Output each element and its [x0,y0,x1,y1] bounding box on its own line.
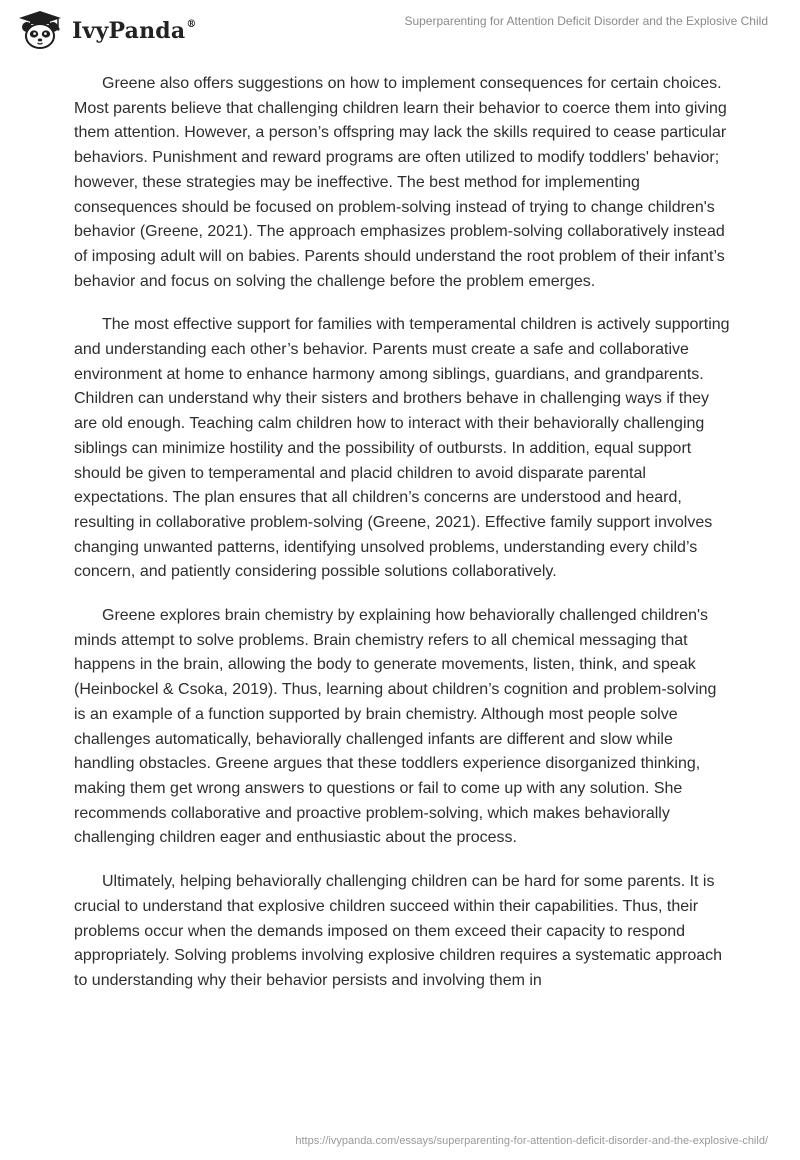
source-url[interactable]: https://ivypanda.com/essays/superparenting-for-attention-deficit-disorder-and-the-explosive-child/ [295,1135,768,1147]
panda-graduate-icon [14,10,66,50]
registered-mark: ® [186,18,197,30]
paragraph: Greene also offers suggestions on how to implement consequences for certain choices. Most parents believe that challenging children learn their behavior to coerce them into giving them attention. However, a person’s offspring may lack the skills required to cease particular behaviors. Punishment and reward programs are often utilized to modify toddlers' behavior; however, these strategies may be ineffective. The best method for implementing consequences should be focused on problem-solving instead of trying to change children's behavior (Greene, 2021). The approach emphasizes problem-solving collaboratively instead of imposing adult will on babies. Parents should understand the root problem of their infant’s behavior and focus on solving the challenge before the problem emerges. [74,75,727,290]
page-header [0,0,800,60]
ivypanda-logo[interactable] [14,10,197,50]
paragraph: Greene explores brain chemistry by explaining how behaviorally challenged children's minds attempt to solve problems. Brain chemistry refers to all chemical messaging that happens in the brain, allowing the body to generate movements, listen, think, and speak (Heinbockel & Csoka, 2019). Thus, learning about children’s cognition and problem-solving is an example of a function supported by brain chemistry. Although most people solve challenges automatically, behaviorally challenged infants are different and slow while handling obstacles. Greene argues that these toddlers experience disorganized thinking, making them get wrong answers to questions or fail to come up with any solution. She recommends collaborative and proactive problem-solving, which makes behaviorally challenging children eager and enthusiastic about the process. [74,607,717,847]
brand-name: IvyPanda® [72,18,197,44]
paragraph: The most effective support for families with temperamental children is actively supporting and understanding each other’s behavior. Parents must create a safe and collaborative environment at home to enhance harmony among siblings, guardians, and grandparents. Children can understand why their sisters and brothers behave in challenging ways if they are old enough. Teaching calm children how to interact with their behaviorally challenging siblings can minimize hostility and the possibility of outbursts. In addition, equal support should be given to temperamental and placid children to avoid disparate parental expectations. The plan ensures that all children’s concerns are understood and heard, resulting in collaborative problem-solving (Greene, 2021). Effective family support involves changing unwanted patterns, identifying unsolved problems, understanding every child’s concern, and patiently considering possible solutions collaboratively. [74,316,730,581]
paragraph: Ultimately, helping behaviorally challenging children can be hard for some parents. It is crucial to understand that explosive children succeed within their capabilities. Thus, their problems occur when the demands imposed on them exceed their capacity to respond appropriately. Solving problems involving explosive children requires a systematic approach to understanding why their behavior persists and involving them in [74,873,723,989]
document-title: Superparenting for Attention Deficit Disorder and the Explosive Child [404,14,768,28]
essay-body [74,72,730,1013]
